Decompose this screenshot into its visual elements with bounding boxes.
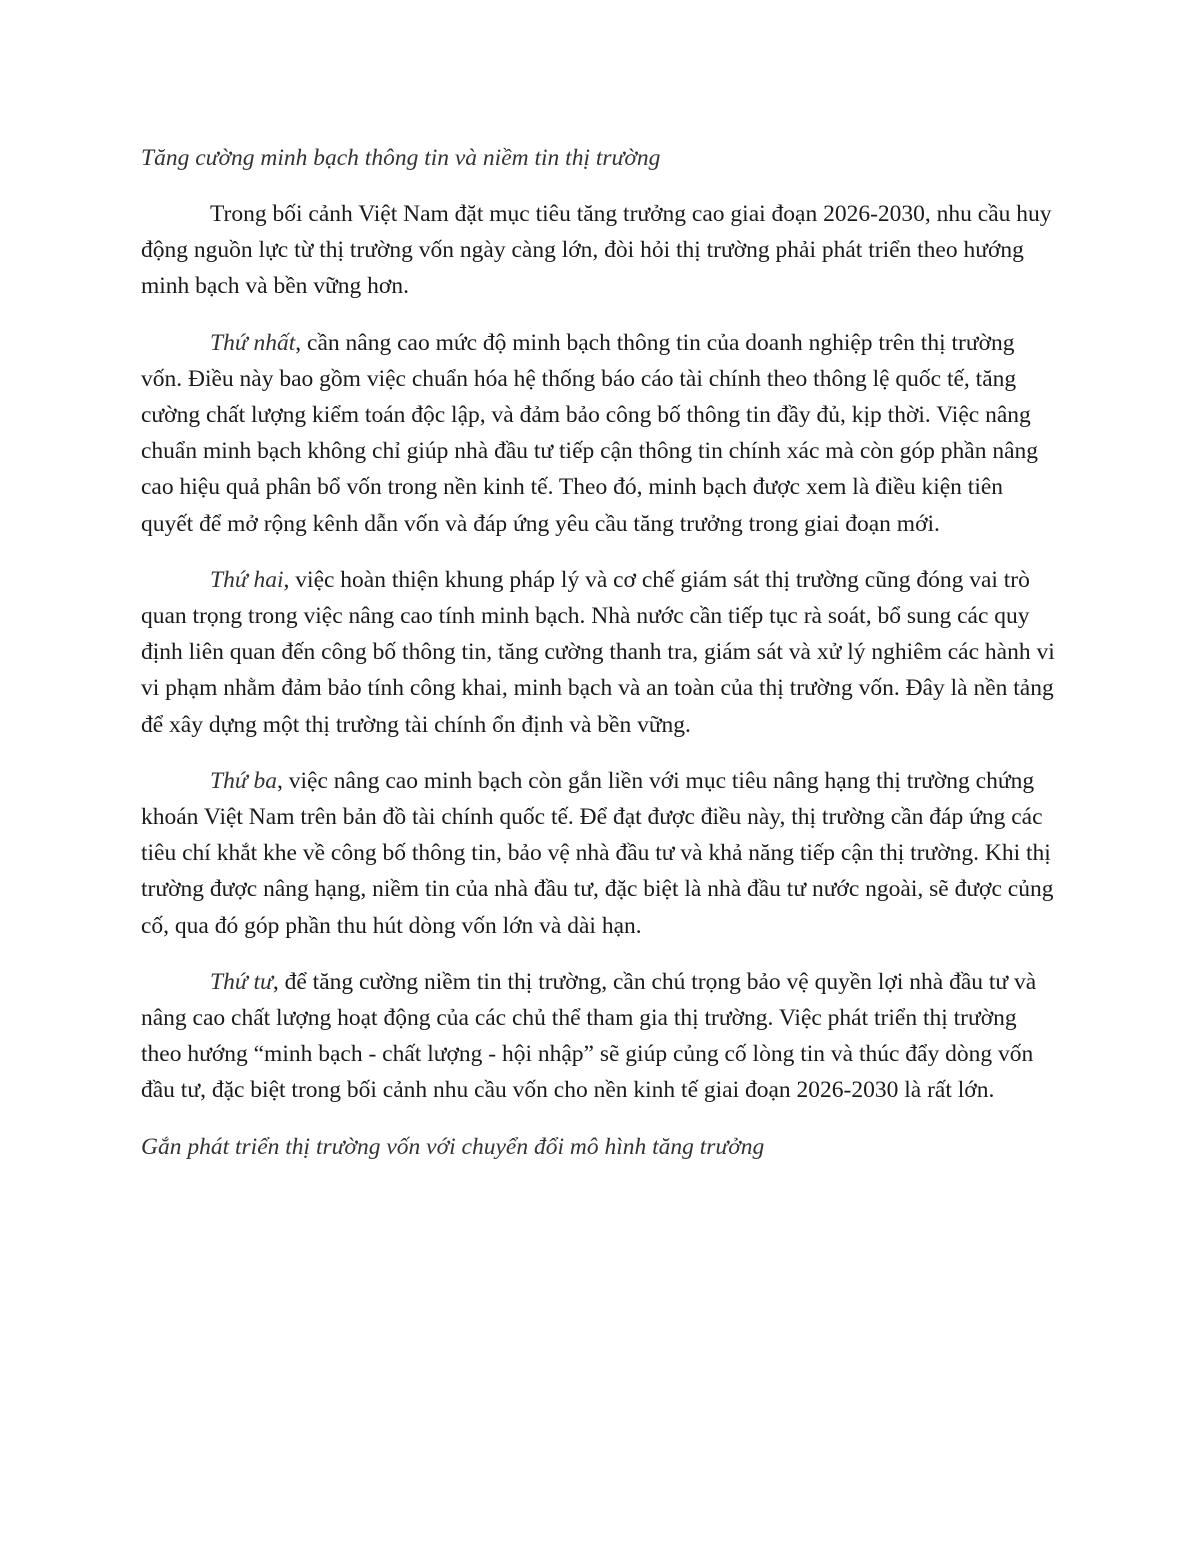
point-1-lead: Thứ nhất — [210, 329, 296, 356]
paragraph-point-2 — [141, 562, 1061, 743]
paragraph-point-3 — [141, 763, 1061, 944]
point-4-lead: Thứ tư — [210, 968, 273, 995]
point-2-text: , việc hoàn thiện khung pháp lý và cơ chế giám sát thị trường cũng đóng vai trò quan trọng trong việc nâng cao tính minh bạch. Nhà nước cần tiếp tục rà soát, bổ sung các quy định liên quan đến công bố thông tin, tăng cường thanh tra, giám sát và xử lý nghiêm các hành vi vi phạm nhằm đảm bảo tính công khai, minh bạch và an toàn của thị trường vốn. Đây là nền tảng để xây dựng một thị trường tài chính ổn định và bền vững. — [141, 566, 1055, 738]
paragraph-point-1 — [141, 325, 1061, 542]
point-1-text: , cần nâng cao mức độ minh bạch thông tin của doanh nghiệp trên thị trường vốn. Điều này bao gồm việc chuẩn hóa hệ thống báo cáo tài chính theo thông lệ quốc tế, tăng cường chất lượng kiểm toán độc lập, và đảm bảo công bố thông tin đầy đủ, kịp thời. Việc nâng chuẩn minh bạch không chỉ giúp nhà đầu tư tiếp cận thông tin chính xác mà còn góp phần nâng cao hiệu quả phân bổ vốn trong nền kinh tế. Theo đó, minh bạch được xem là điều kiện tiên quyết để mở rộng kênh dẫn vốn và đáp ứng yêu cầu tăng trưởng trong giai đoạn mới. — [141, 329, 1039, 537]
point-3-lead: Thứ ba — [210, 767, 278, 794]
paragraph-point-4 — [141, 964, 1061, 1109]
section-heading-growth-model: Gắn phát triển thị trường vốn với chuyển đổi mô hình tăng trưởng — [141, 1133, 765, 1160]
point-2-lead: Thứ hai — [210, 566, 284, 593]
document-page — [141, 140, 1061, 1165]
point-3-text: , việc nâng cao minh bạch còn gắn liền với mục tiêu nâng hạng thị trường chứng khoán Việt Nam trên bản đồ tài chính quốc tế. Để đạt được điều này, thị trường cần đáp ứng các tiêu chí khắt khe về công bố thông tin, bảo vệ nhà đầu tư và khả năng tiếp cận thị trường. Khi thị trường được nâng hạng, niềm tin của nhà đầu tư, đặc biệt là nhà đầu tư nước ngoài, sẽ được củng cố, qua đó góp phần thu hút dòng vốn lớn và dài hạn. — [141, 767, 1054, 939]
point-4-text: , để tăng cường niềm tin thị trường, cần chú trọng bảo vệ quyền lợi nhà đầu tư và nâng cao chất lượng hoạt động của các chủ thể tham gia thị trường. Việc phát triển thị trường theo hướng “minh bạch - chất lượng - hội nhập” sẽ giúp củng cố lòng tin và thúc đẩy dòng vốn đầu tư, đặc biệt trong bối cảnh nhu cầu vốn cho nền kinh tế giai đoạn 2026-2030 là rất lớn. — [141, 968, 1037, 1104]
section-heading-transparency: Tăng cường minh bạch thông tin và niềm tin thị trường — [141, 145, 661, 171]
intro-paragraph: Trong bối cảnh Việt Nam đặt mục tiêu tăng trưởng cao giai đoạn 2026-2030, nhu cầu huy động nguồn lực từ thị trường vốn ngày càng lớn, đòi hỏi thị trường phải phát triển theo hướng minh bạch và bền vững hơn. — [141, 201, 1052, 300]
